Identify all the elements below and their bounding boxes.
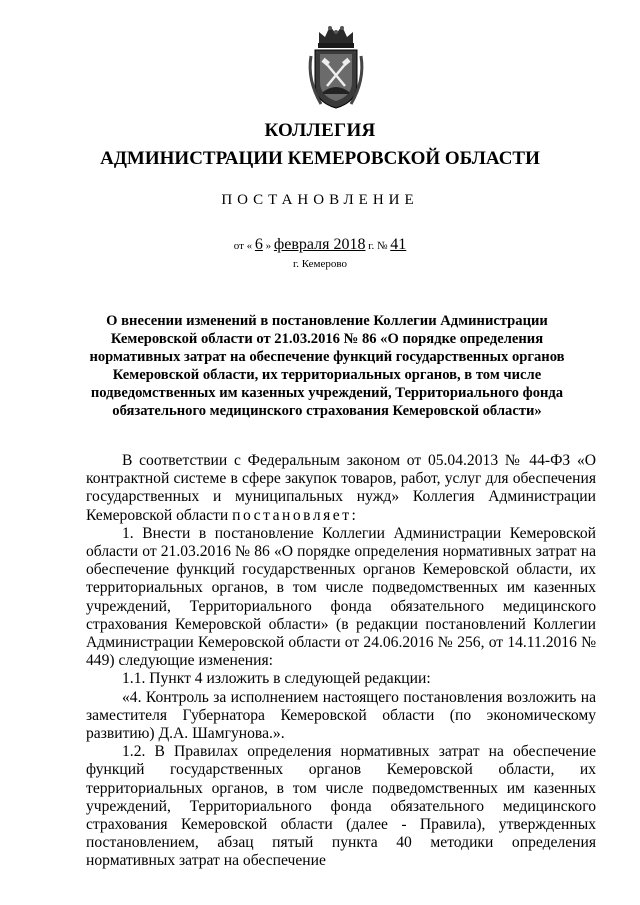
date-prefix: от « [233, 240, 253, 252]
paragraph [86, 452, 596, 525]
document-number: 41 [390, 236, 407, 253]
paragraph: 1.2. В Правилах определения нормативных затрат на обеспечение функций государственных органов Кемеровской области, их территориальных органов, в том числе подведомственных им казенных учреждений, Территориального фонда обязательного медицинского страхования Кемеровской области (далее - Правила), утвержденных постановлением, абзац пятый пункта 40 методики определения нормативных затрат на обеспечение [86, 743, 596, 870]
paragraph: 1.1. Пункт 4 изложить в следующей редакции: [122, 670, 431, 688]
resolution-word: постановляет: [232, 506, 359, 524]
document-body [86, 452, 596, 871]
city: г. Кемерово [292, 258, 348, 270]
paragraph-text: В соответствии с Федеральным законом от 05.04.2013 № 44-ФЗ «О контрактной системе в сфере закупок товаров, работ, услуг для обеспечения государственных и муниципальных нужд» Коллегия Администрации Кемеровской области [86, 452, 596, 524]
org-name-line2: АДМИНИСТРАЦИИ КЕМЕРОВСКОЙ ОБЛАСТИ [100, 148, 540, 169]
date-day: 6 [254, 236, 263, 253]
paragraph: «4. Контроль за исполнением настоящего постановления возложить на заместителя Губернатора Кемеровской области (по экономическому развитию) Д.А. Шамгунова.». [86, 688, 596, 743]
date-year-suffix: г. [368, 240, 375, 252]
coat-of-arms-icon [305, 22, 367, 112]
number-label: № [377, 240, 388, 252]
date-mid: » [265, 240, 272, 252]
org-name-line1: КОЛЛЕГИЯ [264, 120, 376, 141]
paragraph: 1. Внести в постановление Коллегии Администрации Кемеровской области от 21.03.2016 № 86 «О порядке определения нормативных затрат на обеспечение функций государственных органов Кемеровской области, их территориальных органов, в том числе подведомственных им казенных учреждений, Территориального фонда обязательного медицинского страхования Кемеровской области» (в редакции постановлений Коллегии Администрации Кемеровской области от 24.06.2016 № 256, от 14.11.2016 № 449) следующие изменения: [86, 524, 596, 670]
date-line [0, 236, 640, 254]
date-month-year: февраля 2018 [273, 236, 366, 253]
document-title: О внесении изменений в постановление Коллегии Администрации Кемеровской области от 21.03.2016 № 86 «О порядке определения нормативных затрат на обеспечение функций государственных органов Кемеровской области, их территориальных органов, в том числе подведомственных им казенных учреждений, Территориального фонда обязательного медицинского страхования Кемеровской области» [89, 313, 565, 419]
document-type: ПОСТАНОВЛЕНИЕ [221, 192, 419, 208]
